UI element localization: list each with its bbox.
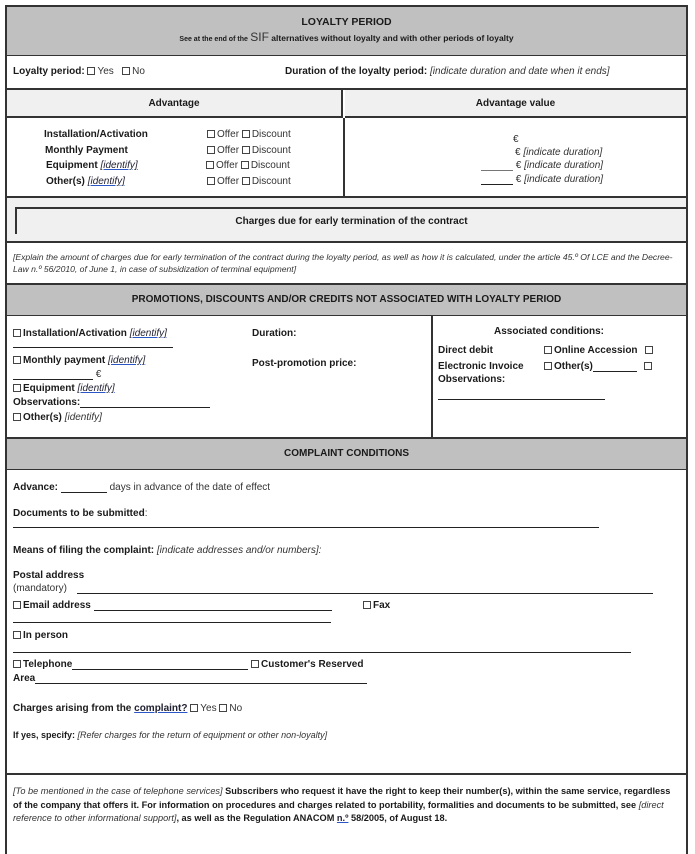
adv-value-others[interactable]: € [indicate duration] — [481, 174, 603, 185]
area-field[interactable] — [35, 683, 367, 684]
assoc-observations: Observations: — [438, 374, 506, 385]
loyalty-period-title: LOYALTY PERIOD — [301, 16, 392, 28]
adv-monthly-options: Offer Discount — [207, 145, 291, 156]
promo-monthly-checkbox[interactable] — [13, 356, 21, 364]
telephone-row: Telephone Customer's Reserved — [13, 659, 363, 670]
promo-installation-checkbox[interactable] — [13, 329, 21, 337]
duration-label: Duration of the loyalty period: — [285, 66, 428, 77]
charges-yes-checkbox[interactable] — [190, 704, 198, 712]
duration-hint[interactable]: [indicate duration and date when it ends] — [430, 66, 610, 77]
advantage-value-col-header: Advantage value — [345, 90, 686, 118]
in-person-checkbox[interactable] — [13, 631, 21, 639]
promo-others: Other(s) [identify] — [13, 412, 102, 423]
e-invoice-checkbox[interactable] — [544, 362, 552, 370]
adv-monthly-label: Monthly Payment — [45, 145, 128, 156]
others-offer-checkbox[interactable] — [207, 177, 215, 185]
loyalty-period-label: Loyalty period: — [13, 66, 85, 77]
promo-price[interactable]: € — [13, 369, 101, 380]
others-discount-checkbox[interactable] — [242, 177, 250, 185]
loyalty-no-checkbox[interactable] — [122, 67, 130, 75]
postal-field[interactable] — [77, 593, 653, 594]
specify-row: If yes, specify: [Refer charges for the return of equipment or other non-loyalty] — [13, 730, 328, 740]
means-row: Means of filing the complaint: [indicate addresses and/or numbers]: — [13, 545, 322, 556]
loyalty-yes-checkbox[interactable] — [87, 67, 95, 75]
in-person-field[interactable] — [13, 652, 631, 653]
adv-installation-label: Installation/Activation — [44, 129, 148, 140]
fax-checkbox[interactable] — [363, 601, 371, 609]
monthly-offer-checkbox[interactable] — [207, 146, 215, 154]
early-termination-header — [5, 198, 688, 243]
fax-field[interactable] — [13, 622, 331, 623]
assoc-direct-debit: Direct debit — [438, 345, 494, 356]
documents-field[interactable] — [13, 527, 599, 528]
fax-row: Fax — [363, 600, 390, 611]
assoc-other: Other(s) — [554, 361, 593, 372]
adv-installation-options: Offer Discount — [207, 129, 291, 140]
adv-equipment-options: Offer Discount — [206, 160, 290, 171]
advantage-col-header: Advantage — [7, 90, 343, 118]
early-termination-text[interactable]: [Explain the amount of charges due for early termination of the contract during the loyalty period, as well as how it is calculated, under the article 45.º Of LCE and the Decree-Law n.º 56/2010, of June 1, in case of subsidization of terminal equipment] — [13, 252, 673, 274]
adv-equipment-label: Equipment — [46, 160, 98, 171]
email-row: Email address — [13, 600, 332, 611]
complaint-header: COMPLAINT CONDITIONS — [5, 439, 688, 470]
email-field[interactable] — [94, 610, 332, 611]
equipment-offer-checkbox[interactable] — [206, 161, 214, 169]
mandatory-label: (mandatory) — [13, 583, 67, 594]
promo-installation: Installation/Activation [identify] — [13, 328, 167, 339]
assoc-online: Online Accession — [554, 345, 638, 356]
online-checkbox[interactable] — [645, 346, 653, 354]
loyalty-form — [5, 5, 688, 854]
area-row: Area — [13, 673, 367, 684]
promotions-body — [5, 316, 688, 439]
adv-value-equipment[interactable]: € [indicate duration] — [481, 160, 603, 171]
early-termination-title: Charges due for early termination of the contract — [15, 207, 686, 234]
advantage-table — [5, 90, 688, 198]
promo-equipment: Equipment [identify] — [13, 383, 115, 394]
postal-label: Postal address — [13, 570, 85, 581]
promo-duration-label: Duration: — [252, 328, 297, 339]
charges-row: Charges arising from the complaint? Yes No — [13, 703, 243, 714]
adv-value-monthly[interactable]: € [indicate duration] — [515, 147, 603, 158]
monthly-discount-checkbox[interactable] — [242, 146, 250, 154]
loyalty-period-subtitle: See at the end of the SIF alternatives without loyalty and with other periods of loyalty — [179, 30, 514, 44]
in-person-row: In person — [13, 630, 68, 641]
installation-discount-checkbox[interactable] — [242, 130, 250, 138]
assoc-conditions-title: Associated conditions: — [494, 326, 605, 337]
direct-debit-checkbox[interactable] — [544, 346, 552, 354]
assoc-e-invoice: Electronic Invoice — [438, 361, 524, 372]
promo-observations[interactable]: Observations: — [13, 397, 210, 408]
adv-value-installation[interactable]: € — [513, 134, 519, 145]
installation-offer-checkbox[interactable] — [207, 130, 215, 138]
adv-others-options: Offer Discount — [207, 176, 291, 187]
charges-no-checkbox[interactable] — [219, 704, 227, 712]
promo-equipment-checkbox[interactable] — [13, 384, 21, 392]
adv-equipment-identify[interactable]: [identify] — [100, 160, 138, 171]
loyalty-period-row: Loyalty period: Yes No Duration of the loyalty period: [indicate duration and date when it ends] — [5, 56, 688, 90]
equipment-discount-checkbox[interactable] — [241, 161, 249, 169]
complaint-body — [5, 470, 688, 775]
promo-others-checkbox[interactable] — [13, 413, 21, 421]
promotions-header: PROMOTIONS, DISCOUNTS AND/OR CREDITS NOT ASSOCIATED WITH LOYALTY PERIOD — [5, 285, 688, 316]
documents-label: Documents to be submitted: — [13, 508, 148, 519]
early-termination-body — [5, 243, 688, 285]
reserved-checkbox[interactable] — [251, 660, 259, 668]
other-checkbox[interactable] — [644, 362, 652, 370]
telephone-checkbox[interactable] — [13, 660, 21, 668]
advance-days-field[interactable] — [61, 492, 107, 493]
adv-others-identify[interactable]: [identify] — [87, 176, 125, 187]
telephone-field[interactable] — [72, 669, 248, 670]
promo-monthly: Monthly payment [identify] — [13, 355, 145, 366]
adv-others-label: Other(s) — [46, 176, 85, 187]
loyalty-period-header — [5, 5, 688, 56]
assoc-observations-field[interactable] — [438, 399, 605, 400]
email-checkbox[interactable] — [13, 601, 21, 609]
advance-row: Advance: days in advance of the date of effect — [13, 482, 271, 493]
portability-section — [5, 775, 688, 854]
portability-text: [To be mentioned in the case of telephone services] Subscribers who request it have the right to keep their number(s), within the same service, regardless of the company that offers it. For information on procedures and charges related to portability, formalities and documents to be submitted, see [direct reference to other informational support], as well as the Regulation ANACOM n.º 58/2005, of August 18. — [13, 786, 671, 823]
text-cursor — [686, 481, 688, 495]
promo-post-price-label: Post-promotion price: — [252, 358, 357, 369]
